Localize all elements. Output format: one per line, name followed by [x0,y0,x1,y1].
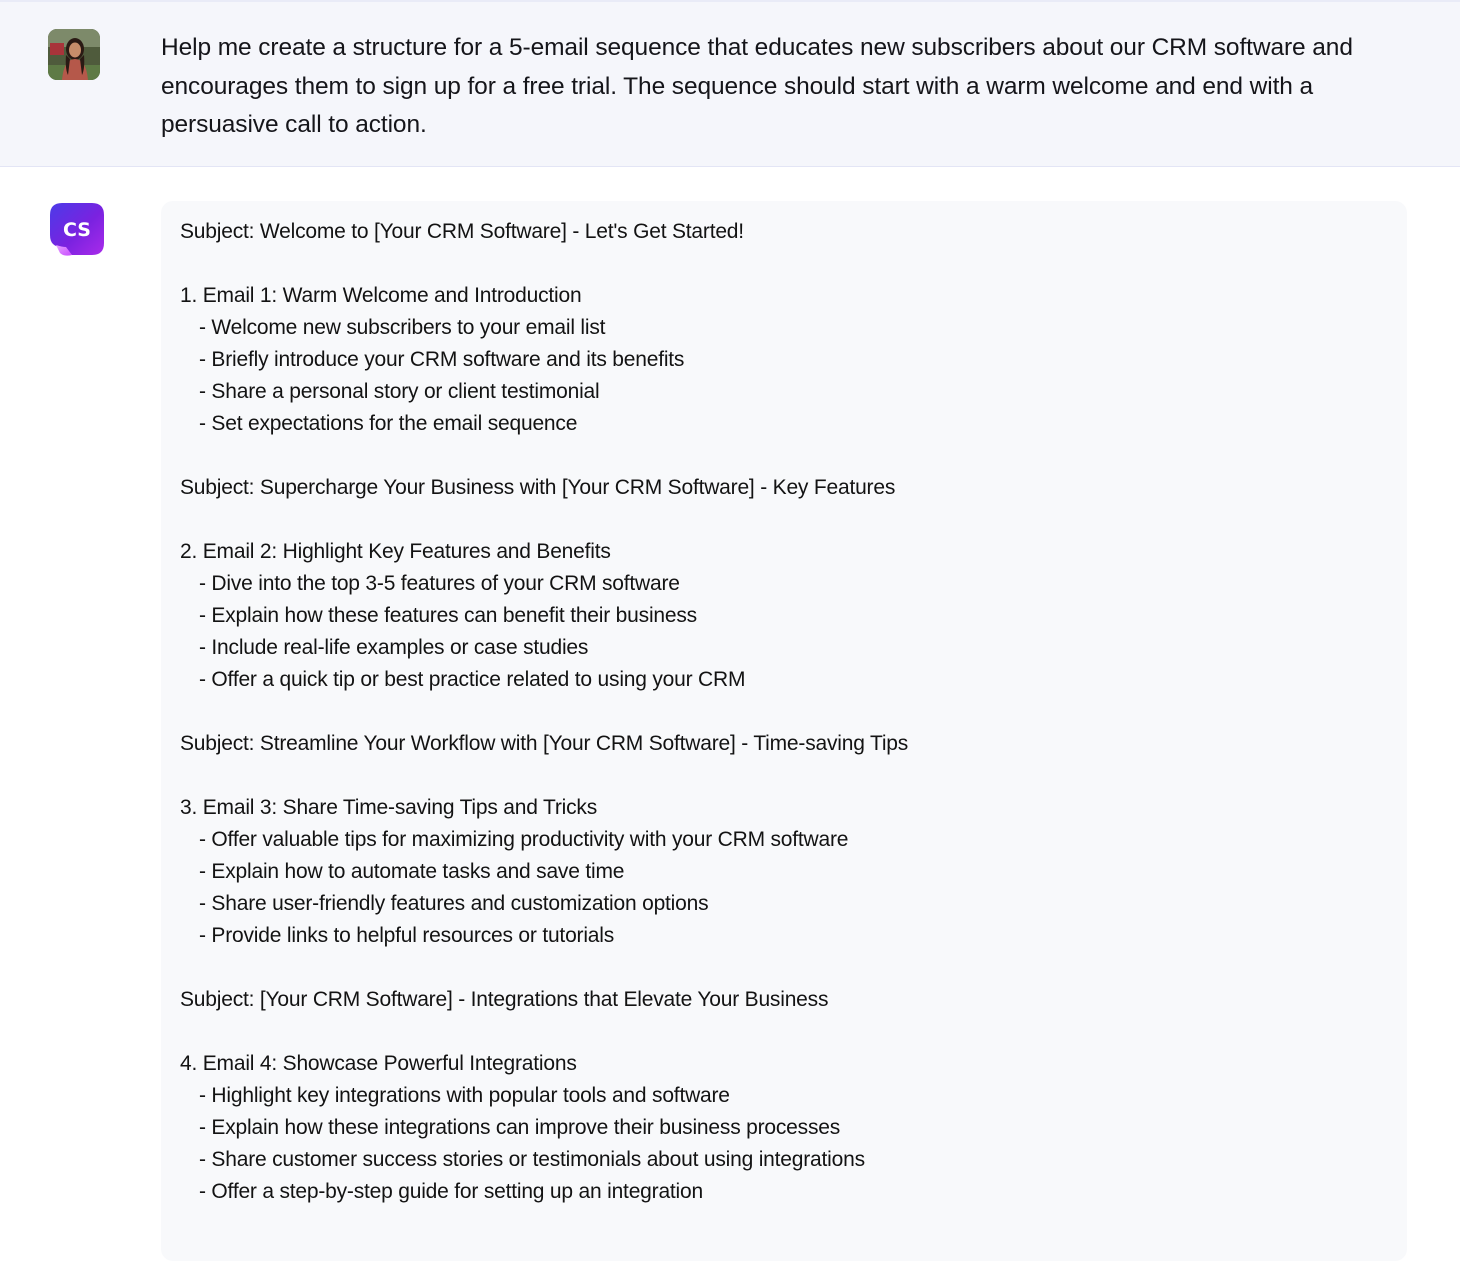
email-bullet: - Explain how these features can benefit their business [199,604,697,627]
email-bullet: - Offer a quick tip or best practice related to using your CRM [199,668,746,691]
user-message-row [0,0,1460,167]
email-bullet: - Briefly introduce your CRM software and its benefits [199,348,685,371]
email-bullet: - Dive into the top 3-5 features of your CRM software [199,572,680,595]
email-bullet: - Offer valuable tips for maximizing productivity with your CRM software [199,828,849,851]
email-heading: 4. Email 4: Showcase Powerful Integrations [180,1052,577,1075]
email-heading: 2. Email 2: Highlight Key Features and Benefits [180,540,611,563]
email-bullet: - Share user-friendly features and customization options [199,892,709,915]
assistant-response [161,201,1407,1261]
response-body [180,216,1390,1208]
email-subject: Subject: Streamline Your Workflow with [Your CRM Software] - Time-saving Tips [180,732,909,755]
email-bullet: - Share customer success stories or testimonials about using integrations [199,1148,865,1171]
svg-text:CS: CS [63,219,91,241]
user-message-text: Help me create a structure for a 5-email sequence that educates new subscribers about our CRM software and encourages them to sign up for a free trial. The sequence should start with a warm welcome and end with a persuasive call to action. [161,34,1353,138]
email-bullet: - Share a personal story or client testimonial [199,380,600,403]
user-photo-icon [48,29,100,80]
email-bullet: - Highlight key integrations with popular tools and software [199,1084,730,1107]
email-heading: 1. Email 1: Warm Welcome and Introduction [180,284,582,307]
email-bullet: - Offer a step-by-step guide for setting up an integration [199,1180,703,1203]
user-avatar [48,29,100,80]
email-bullet: - Explain how these integrations can improve their business processes [199,1116,841,1139]
email-bullet: - Include real-life examples or case studies [199,636,589,659]
email-bullet: - Explain how to automate tasks and save time [199,860,625,883]
email-bullet: - Provide links to helpful resources or tutorials [199,924,615,947]
copysmith-logo-icon [50,203,104,257]
email-subject: Subject: [Your CRM Software] - Integrations that Elevate Your Business [180,988,829,1011]
email-bullet: - Set expectations for the email sequence [199,412,578,435]
email-bullet: - Welcome new subscribers to your email list [199,316,606,339]
email-heading: 3. Email 3: Share Time-saving Tips and Tricks [180,796,597,819]
email-subject: Subject: Welcome to [Your CRM Software] - Let's Get Started! [180,220,744,243]
email-subject: Subject: Supercharge Your Business with [Your CRM Software] - Key Features [180,476,896,499]
